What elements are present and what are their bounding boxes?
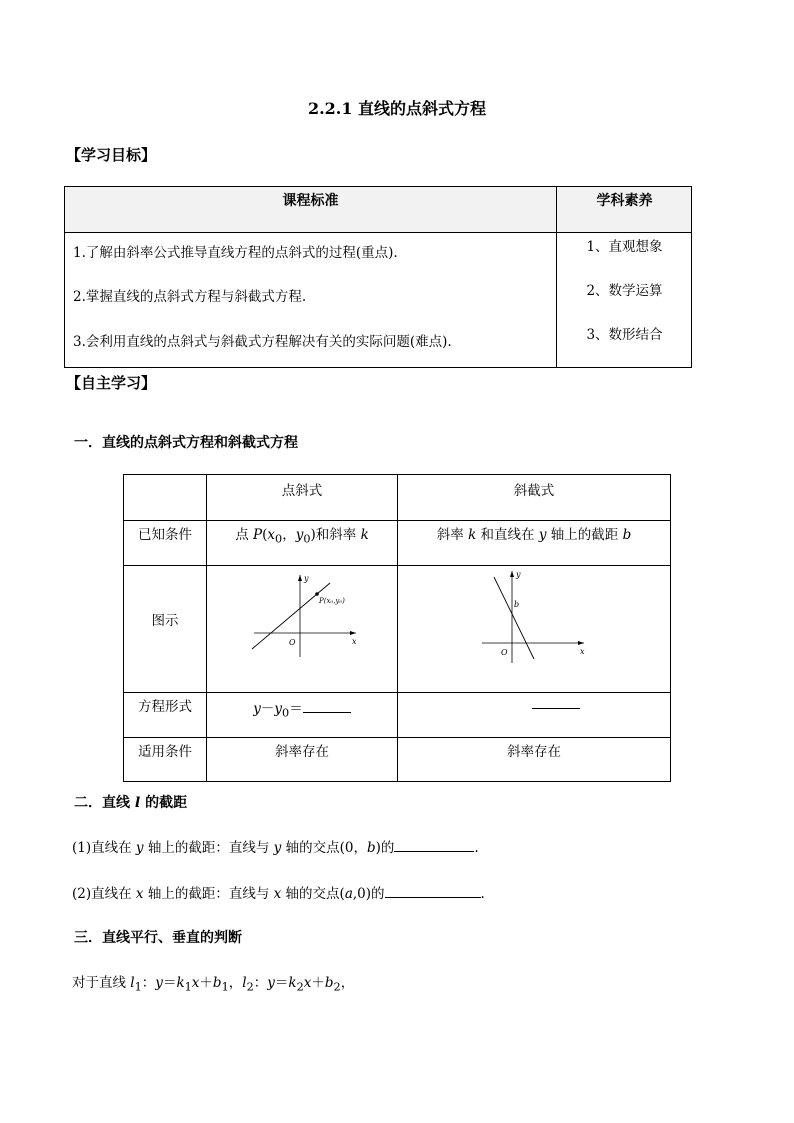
fig1-point-p xyxy=(315,592,319,596)
y-intercept-line: (1)直线在 y 轴上的截距：直线与 y 轴的交点(0，b)的 . xyxy=(72,840,479,856)
row-label-figure: 图示 xyxy=(151,613,179,629)
known-point-slope: 点 $P(x_0$，$y_0$)和斜率 k xyxy=(235,527,369,546)
standard-item-3: 3.会利用直线的点斜式与斜截式方程解决有关的实际问题(难点). xyxy=(73,334,452,350)
condition-point-slope: 斜率存在 xyxy=(275,744,329,760)
heading-parallel-perpendicular: 三．直线平行、垂直的判断 xyxy=(74,930,242,946)
row-label-known: 已知条件 xyxy=(138,527,192,543)
equation-forms-table xyxy=(123,474,671,782)
standard-item-1: 1.了解由斜率公式推导直线方程的点斜式的过程(重点). xyxy=(73,245,398,261)
fig2-intercept-label: b xyxy=(514,600,520,609)
form-point-slope: $y-y_0=$ xyxy=(207,697,397,720)
page-title: 2.2.1 直线的点斜式方程 xyxy=(307,99,487,118)
fig1-y-label: y xyxy=(304,574,309,583)
fig2-line xyxy=(494,577,534,659)
section-self-study: 【自主学习】 xyxy=(66,374,157,392)
header-course-standard: 课程标准 xyxy=(282,193,339,209)
slope-intercept-figure xyxy=(474,567,594,663)
standard-item-2: 2.掌握直线的点斜式方程与斜截式方程. xyxy=(73,289,307,305)
form-slope-intercept xyxy=(398,697,670,713)
competency-item-1: 1、直观想象 xyxy=(586,239,663,255)
form-slope-intercept-blank xyxy=(532,707,580,709)
fig1-x-label: x xyxy=(352,637,357,646)
header-point-slope: 点斜式 xyxy=(281,483,323,499)
row-label-condition: 适用条件 xyxy=(138,744,192,760)
fig1-origin-label: O xyxy=(289,638,296,647)
heading-point-slope: 一．直线的点斜式方程和斜截式方程 xyxy=(74,435,298,451)
y-intercept-blank xyxy=(394,850,474,852)
learning-goals-table xyxy=(64,186,692,368)
competency-item-2: 2、数学运算 xyxy=(586,283,663,299)
fig1-point-label: P(x₀,y₀) xyxy=(319,597,345,605)
competency-item-3: 3、数形结合 xyxy=(586,327,663,343)
fig2-x-label: x xyxy=(580,647,585,656)
form-point-slope-blank xyxy=(303,711,351,713)
header-slope-intercept: 斜截式 xyxy=(513,483,555,499)
fig2-origin-label: O xyxy=(501,648,508,657)
known-slope-intercept: 斜率 k 和直线在 y 轴上的截距 b xyxy=(436,527,632,543)
header-competency: 学科素养 xyxy=(596,193,653,209)
x-intercept-line: (2)直线在 x 轴上的截距：直线与 x 轴的交点(a,0)的 . xyxy=(72,886,485,902)
condition-slope-intercept: 斜率存在 xyxy=(507,744,561,760)
point-slope-figure xyxy=(244,569,364,659)
row-label-form: 方程形式 xyxy=(138,699,192,715)
heading-intercept: 二．直线 l 的截距 xyxy=(74,795,188,811)
x-intercept-blank xyxy=(385,896,481,898)
fig2-y-label: y xyxy=(516,570,521,579)
section-learning-goals: 【学习目标】 xyxy=(66,146,157,164)
lines-definition: 对于直线 $l_1$：$y=k_1x+b_1$，$l_2$：$y=k_2x+b_2$， xyxy=(72,975,355,994)
